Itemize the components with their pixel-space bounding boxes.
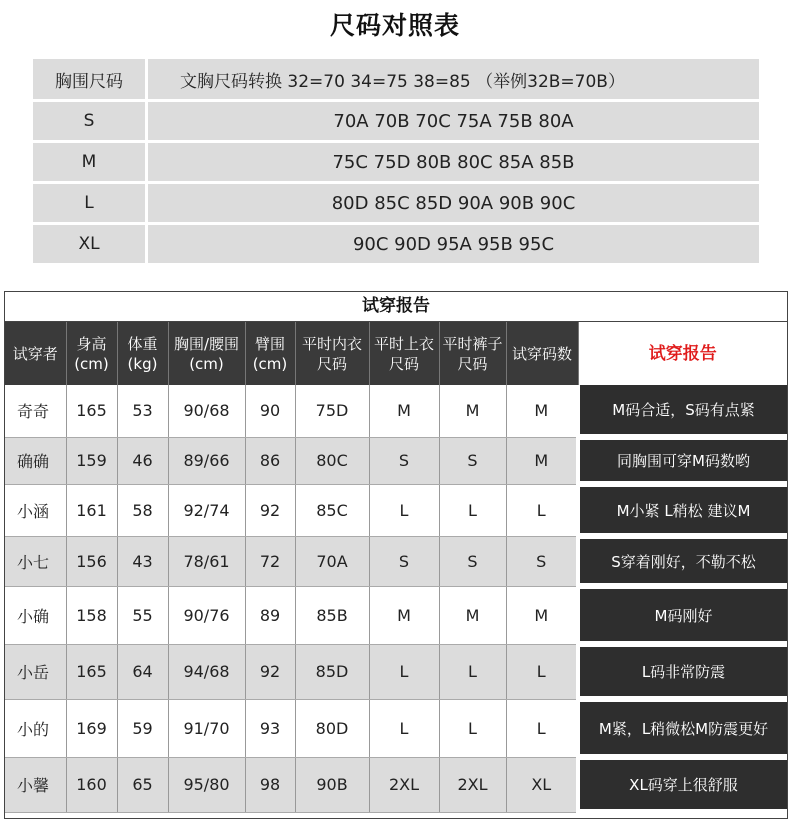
tester-name: 小确 <box>5 586 66 644</box>
size-label: S <box>33 102 148 140</box>
pants-size-cell: L <box>439 644 506 699</box>
weight-cell: 64 <box>117 644 168 699</box>
column-header-line: 试穿码数 <box>511 344 572 363</box>
pants-size-cell: S <box>439 437 506 484</box>
column-header-unit: 尺码 <box>388 354 419 373</box>
tried-size-cell: L <box>506 699 578 757</box>
pants-size-cell: L <box>439 484 506 536</box>
report-row <box>5 484 787 536</box>
bra-size-cell: 80C <box>295 437 369 484</box>
verdict-cell: 同胸围可穿M码数哟 <box>578 437 787 484</box>
size-chart-row <box>33 102 759 140</box>
size-label: XL <box>33 225 148 263</box>
bra-size-cell: 90B <box>295 757 369 812</box>
height-cell: 160 <box>66 757 117 812</box>
bust-waist-cell: 78/61 <box>168 536 245 586</box>
pants-size-cell: L <box>439 699 506 757</box>
report-column-header <box>578 322 787 385</box>
pants-size-cell: 2XL <box>439 757 506 812</box>
size-values: 90C 90D 95A 95B 95C <box>148 225 759 263</box>
size-values: 75C 75D 80B 80C 85A 85B <box>148 143 759 181</box>
size-values: 80D 85C 85D 90A 90B 90C <box>148 184 759 222</box>
column-header-unit: 尺码 <box>457 354 488 373</box>
size-chart-header-size: 胸围尺码 <box>33 59 148 99</box>
arm-cell: 86 <box>245 437 295 484</box>
tried-size-cell: L <box>506 644 578 699</box>
arm-cell: 72 <box>245 536 295 586</box>
column-header-unit: (cm) <box>74 354 109 373</box>
column-header-line: 臂围 <box>254 334 285 353</box>
weight-cell: 65 <box>117 757 168 812</box>
size-chart-header-conversion: 文胸尺码转换 32=70 34=75 38=85 （举例32B=70B） <box>148 59 759 99</box>
height-cell: 169 <box>66 699 117 757</box>
size-chart-row <box>33 184 759 222</box>
bust-waist-cell: 90/68 <box>168 385 245 437</box>
report-row <box>5 437 787 484</box>
report-column-header <box>245 322 295 385</box>
size-values: 70A 70B 70C 75A 75B 80A <box>148 102 759 140</box>
top-size-cell: L <box>369 644 439 699</box>
column-header-line: 平时内衣 <box>301 334 362 353</box>
tester-name: 小岳 <box>5 644 66 699</box>
tester-name: 确确 <box>5 437 66 484</box>
size-label: M <box>33 143 148 181</box>
tester-name: 小七 <box>5 536 66 586</box>
arm-cell: 90 <box>245 385 295 437</box>
pants-size-cell: S <box>439 536 506 586</box>
arm-cell: 92 <box>245 644 295 699</box>
report-column-header <box>117 322 168 385</box>
weight-cell: 59 <box>117 699 168 757</box>
report-header-row <box>5 322 787 385</box>
page-title: 尺码对照表 <box>329 11 460 40</box>
weight-cell: 55 <box>117 586 168 644</box>
bust-waist-cell: 92/74 <box>168 484 245 536</box>
height-cell: 161 <box>66 484 117 536</box>
arm-cell: 93 <box>245 699 295 757</box>
report-row <box>5 536 787 586</box>
report-column-header <box>439 322 506 385</box>
height-cell: 159 <box>66 437 117 484</box>
top-size-cell: L <box>369 484 439 536</box>
verdict-cell: M小紧 L稍松 建议M <box>578 484 787 536</box>
arm-cell: 92 <box>245 484 295 536</box>
tried-size-cell: M <box>506 437 578 484</box>
verdict-cell: S穿着刚好，不勒不松 <box>578 536 787 586</box>
report-row <box>5 699 787 757</box>
bra-size-cell: 70A <box>295 536 369 586</box>
bra-size-cell: 80D <box>295 699 369 757</box>
size-chart-row <box>33 225 759 263</box>
top-size-cell: M <box>369 385 439 437</box>
bust-waist-cell: 89/66 <box>168 437 245 484</box>
top-size-cell: M <box>369 586 439 644</box>
weight-cell: 58 <box>117 484 168 536</box>
verdict-cell: M紧，L稍微松M防震更好 <box>578 699 787 757</box>
bust-waist-cell: 91/70 <box>168 699 245 757</box>
size-chart-table <box>33 56 759 266</box>
column-header-line: 试穿者 <box>12 344 58 363</box>
report-column-header <box>168 322 245 385</box>
top-size-cell: S <box>369 437 439 484</box>
column-header-line: 体重 <box>127 334 158 353</box>
bust-waist-cell: 90/76 <box>168 586 245 644</box>
arm-cell: 89 <box>245 586 295 644</box>
size-label: L <box>33 184 148 222</box>
column-header-line: 平时裤子 <box>442 334 503 353</box>
report-column-header <box>5 322 66 385</box>
height-cell: 158 <box>66 586 117 644</box>
bra-size-cell: 85B <box>295 586 369 644</box>
report-column-header <box>369 322 439 385</box>
try-on-report <box>4 291 788 819</box>
verdict-cell: M码合适，S码有点紧 <box>578 385 787 437</box>
tried-size-cell: M <box>506 586 578 644</box>
column-header-line: 平时上衣 <box>373 334 434 353</box>
tried-size-cell: L <box>506 484 578 536</box>
column-header-line: 身高 <box>76 334 107 353</box>
arm-cell: 98 <box>245 757 295 812</box>
size-chart-row <box>33 143 759 181</box>
weight-cell: 43 <box>117 536 168 586</box>
column-header-unit: (cm) <box>189 354 224 373</box>
report-column-header <box>295 322 369 385</box>
pants-size-cell: M <box>439 385 506 437</box>
column-header-unit: (kg) <box>127 354 158 373</box>
report-row <box>5 586 787 644</box>
report-table <box>5 322 787 815</box>
bra-size-cell: 85D <box>295 644 369 699</box>
tried-size-cell: M <box>506 385 578 437</box>
weight-cell: 53 <box>117 385 168 437</box>
report-column-header <box>66 322 117 385</box>
tester-name: 小馨 <box>5 757 66 812</box>
tester-name: 奇奇 <box>5 385 66 437</box>
tester-name: 小涵 <box>5 484 66 536</box>
verdict-cell: XL码穿上很舒服 <box>578 757 787 812</box>
bra-size-cell: 75D <box>295 385 369 437</box>
bust-waist-cell: 94/68 <box>168 644 245 699</box>
column-header-line: 试穿报告 <box>648 343 717 364</box>
pants-size-cell: M <box>439 586 506 644</box>
top-size-cell: 2XL <box>369 757 439 812</box>
report-row <box>5 385 787 437</box>
weight-cell: 46 <box>117 437 168 484</box>
top-size-cell: S <box>369 536 439 586</box>
column-header-unit: (cm) <box>252 354 288 373</box>
top-size-cell: L <box>369 699 439 757</box>
height-cell: 165 <box>66 385 117 437</box>
size-chart-header-row <box>33 59 759 99</box>
height-cell: 165 <box>66 644 117 699</box>
report-row <box>5 757 787 812</box>
bra-size-cell: 85C <box>295 484 369 536</box>
report-column-header <box>506 322 578 385</box>
tried-size-cell: XL <box>506 757 578 812</box>
report-row <box>5 644 787 699</box>
tester-name: 小的 <box>5 699 66 757</box>
verdict-cell: L码非常防震 <box>578 644 787 699</box>
bust-waist-cell: 95/80 <box>168 757 245 812</box>
tried-size-cell: S <box>506 536 578 586</box>
column-header-line: 胸围/腰围 <box>173 334 240 353</box>
height-cell: 156 <box>66 536 117 586</box>
report-title: 试穿报告 <box>5 292 787 322</box>
column-header-unit: 尺码 <box>316 354 347 373</box>
verdict-cell: M码刚好 <box>578 586 787 644</box>
